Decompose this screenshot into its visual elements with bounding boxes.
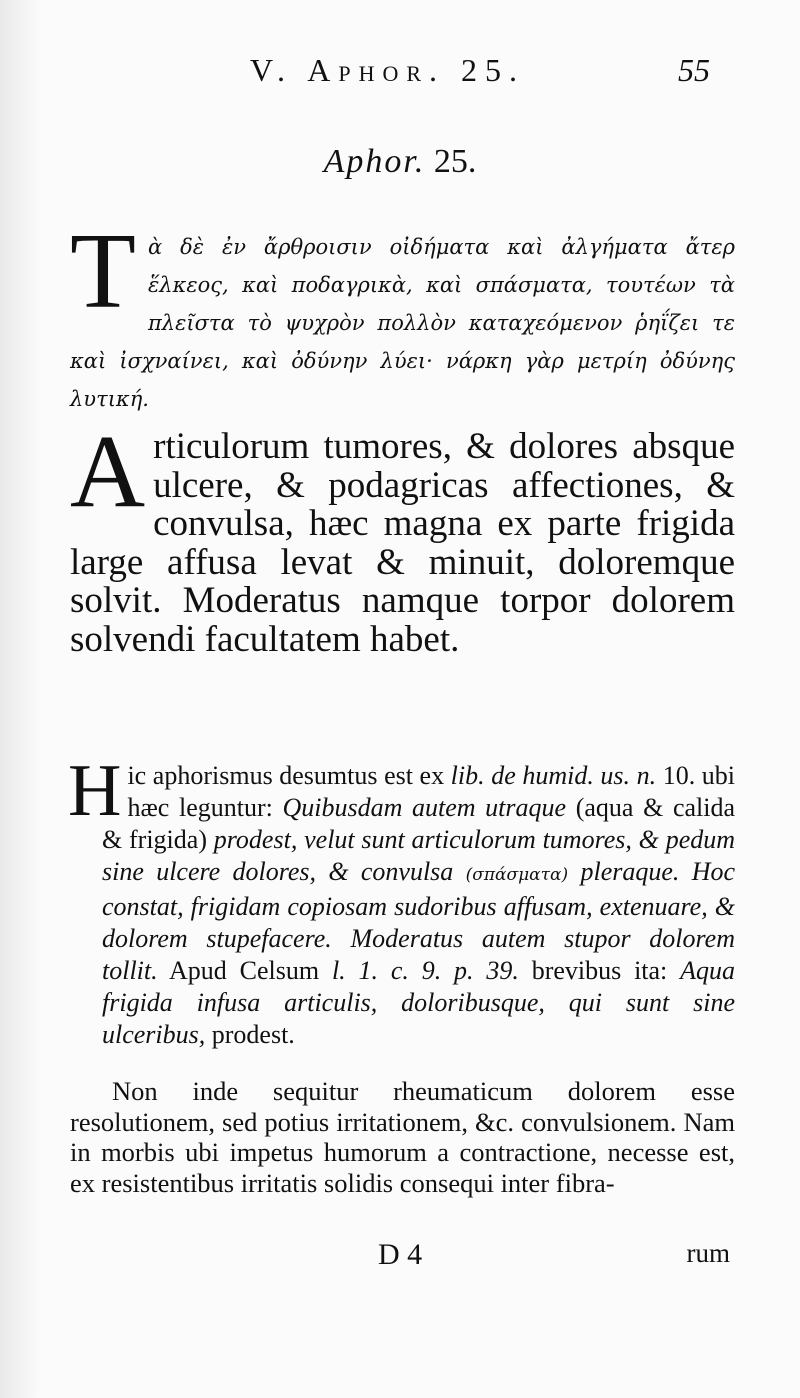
second-paragraph: Non inde sequitur rheumaticum dolorem esse resolutionem, sed potius irritationem, &c. convulsionem. Nam in morbis ubi impetus humorum a contractione, necesse est, ex resistentibus irritatis solidis consequi inter fibra- <box>70 1076 735 1198</box>
page-gutter-shadow <box>0 0 40 1398</box>
commentary-quote: Quibusdam autem utraque <box>282 793 567 822</box>
greek-text-body: ὰ δὲ ἐν ἄρθροισιν οἰδήματα καὶ ἀλγήματα ἄτερ ἕλκεος, καὶ ποδαγρικὰ, καὶ σπάσματα, τουτέων τὰ πλεῖστα τὸ ψυχρὸν πολλὸν καταχεόμενον ῥηΐζει τε καὶ ἰσχναίνει, καὶ ὀδύνην λύει· νάρκη γὰρ μετρίη ὀδύνης λυτική. <box>70 235 735 411</box>
commentary-block <box>68 750 736 1051</box>
commentary-reference: lib. de humid. us. n. <box>450 761 657 790</box>
commentary-quote: pleraque. Hoc constat, frigidam copiosam sudoribus affusam, extenuare, & dolorem stupefacere. Moderatus autem stupor dolorem tollit. <box>102 857 736 985</box>
aphorism-label: Aphor. <box>323 143 426 180</box>
aphorism-heading <box>0 143 800 181</box>
latin-drop-cap: A <box>70 414 146 529</box>
commentary-text: (aqua & calida & frigida) <box>102 793 736 854</box>
commentary-text: prodest. <box>211 1020 295 1049</box>
commentary-reference: l. 1. c. 9. p. 39. <box>331 956 519 985</box>
commentary-text: ic aphorismus desumtus est ex <box>127 761 445 790</box>
greek-text-block <box>70 212 735 418</box>
latin-translation-block <box>70 414 735 660</box>
commentary-quote: Aqua frigida infusa articulis, doloribusque, qui sunt sine ulceribus, <box>102 956 736 1049</box>
commentary-drop-cap: H <box>68 750 122 832</box>
commentary-quote: prodest, velut sunt articulorum tumores, & pedum sine ulcere dolores, & convulsa <box>102 825 736 886</box>
latin-text-body: rticulorum tumores, & dolores absque ulcere, & podagricas affectiones, & convulsa, hæc magna ex parte frigida large affusa levat & minuit, doloremque solvit. Moderatus namque torpor dolorem solvendi facultatem habet. <box>70 426 735 660</box>
commentary-text: Apud Celsum <box>169 956 320 985</box>
greek-drop-cap: Τ <box>70 212 136 331</box>
commentary-text: brevibus ita: <box>531 956 668 985</box>
running-head <box>250 52 710 92</box>
commentary-text: 10. ubi hæc leguntur: <box>127 761 736 822</box>
aphorism-number: 25. <box>433 143 477 180</box>
page-number: 55 <box>678 52 710 88</box>
commentary-greek-word: (σπάσματα) <box>465 865 569 885</box>
signature-mark: D 4 <box>378 1238 423 1271</box>
catchword: rum <box>686 1238 730 1268</box>
running-head-title: V. Aphor. 25. <box>250 52 526 88</box>
